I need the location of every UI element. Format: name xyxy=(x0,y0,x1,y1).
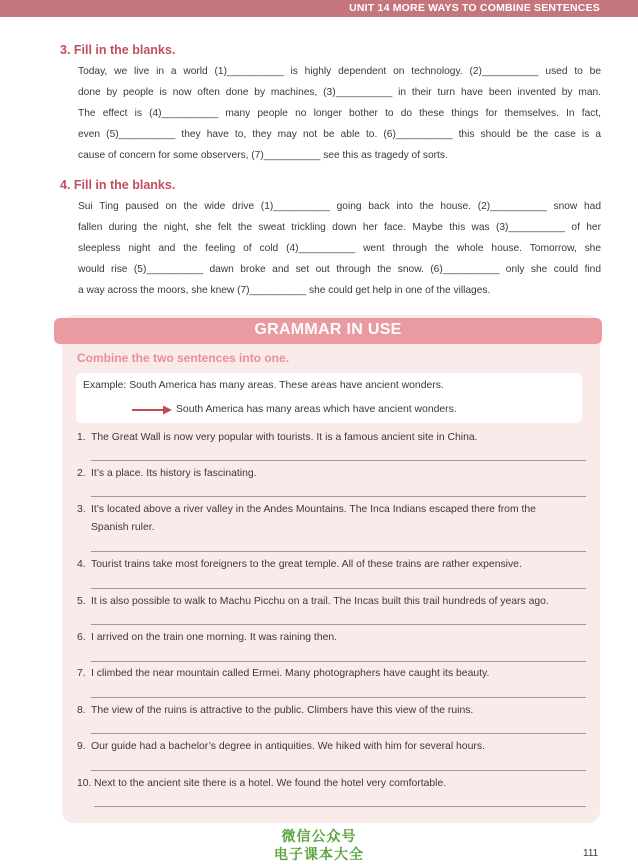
question-item xyxy=(77,665,587,683)
answer-line[interactable] xyxy=(91,496,586,497)
question-item xyxy=(77,465,587,483)
question-text: I arrived on the train one morning. It was raining then. xyxy=(91,632,338,643)
exercise-3-line: Today, we live in a world (1)__________ is highly dependent on technology. (2)__________ used to be xyxy=(78,66,601,77)
question-text: It is also possible to walk to Machu Picchu on a trail. The Incas built this trail hundreds of years ago. xyxy=(91,596,549,607)
exercise-4-line: Sui Ting paused on the wide drive (1)__________ going back into the house. (2)__________ snow had xyxy=(78,201,601,212)
question-number: 7. xyxy=(77,668,86,679)
example-prompt: Example: South America has many areas. These areas have ancient wonders. xyxy=(83,380,444,391)
question-text: Tourist trains take most foreigners to the great temple. All of these trains are rather expensive. xyxy=(91,559,522,570)
question-text: It’s a place. Its history is fascinating. xyxy=(91,468,257,479)
question-number: 10. xyxy=(77,778,92,789)
exercise-4-title: 4. Fill in the blanks. xyxy=(60,178,176,192)
question-item xyxy=(77,501,587,537)
question-text: The view of the ruins is attractive to the public. Climbers have this view of the ruins. xyxy=(91,705,474,716)
question-number: 6. xyxy=(77,632,86,643)
question-text: Next to the ancient site there is a hotel. We found the hotel very comfortable. xyxy=(94,778,447,789)
question-item xyxy=(77,775,587,793)
question-item xyxy=(77,738,587,756)
exercise-3-title: 3. Fill in the blanks. xyxy=(60,43,176,57)
question-number: 9. xyxy=(77,741,86,752)
question-item xyxy=(77,556,587,574)
question-text: It’s located above a river valley in the Andes Mountains. The Inca Indians escaped there from the xyxy=(91,504,536,515)
answer-line[interactable] xyxy=(91,770,586,771)
question-number: 3. xyxy=(77,504,86,515)
exercise-4-line: sleepless night and the feeling of cold (4)__________ went through the whole house. Tomorrow, she xyxy=(78,243,601,254)
question-item xyxy=(77,702,587,720)
question-item xyxy=(77,629,587,647)
example-answer: South America has many areas which have ancient wonders. xyxy=(176,404,457,415)
exercise-4-line: a way across the moors, she knew (7)__________ she could get help in one of the villages. xyxy=(78,285,491,296)
question-number: 8. xyxy=(77,705,86,716)
answer-line[interactable] xyxy=(91,588,586,589)
exercise-4-line: would rise (5)__________ dawn broke and set out through the snow. (6)__________ only she could find xyxy=(78,264,601,275)
exercise-3-line: done by people is now often done by machines, (3)__________ in their turn have been invented by man. xyxy=(78,87,601,98)
question-item xyxy=(77,593,587,611)
exercise-3-line: cause of concern for some observers, (7)__________ see this as tragedy of sorts. xyxy=(78,150,448,161)
question-text: Spanish ruler. xyxy=(91,522,155,533)
unit-header-bar xyxy=(0,0,638,17)
unit-title: UNIT 14 MORE WAYS TO COMBINE SENTENCES xyxy=(349,2,600,14)
question-number: 1. xyxy=(77,432,86,443)
exercise-4-paragraph xyxy=(78,196,601,301)
answer-line[interactable] xyxy=(91,551,586,552)
exercise-3-line: The effect is (4)__________ many people no longer bother to do these things for themselves. In fact, xyxy=(78,108,601,119)
answer-line[interactable] xyxy=(91,661,586,662)
answer-line[interactable] xyxy=(91,733,586,734)
watermark-line-1: 微信公众号 xyxy=(281,829,357,845)
answer-line[interactable] xyxy=(94,806,586,807)
question-number: 5. xyxy=(77,596,86,607)
page-number: 111 xyxy=(583,848,599,859)
question-text: The Great Wall is now very popular with tourists. It is a famous ancient site in China. xyxy=(91,432,478,443)
question-text: Our guide had a bachelor’s degree in antiquities. We hiked with him for several hours. xyxy=(91,741,485,752)
question-number: 4. xyxy=(77,559,86,570)
exercise-3-paragraph xyxy=(78,61,601,166)
grammar-banner-title: GRAMMAR IN USE xyxy=(254,321,402,338)
answer-line[interactable] xyxy=(91,460,586,461)
arrow-right-icon xyxy=(132,404,172,416)
answer-line[interactable] xyxy=(91,624,586,625)
grammar-instruction: Combine the two sentences into one. xyxy=(77,351,290,365)
grammar-banner xyxy=(54,318,602,344)
question-text: I climbed the near mountain called Ermei. Many photographers have caught its beauty. xyxy=(91,668,490,679)
question-item xyxy=(77,429,587,447)
answer-line[interactable] xyxy=(91,697,586,698)
exercise-4-line: fallen during the night, she felt the sweat trickling down her face. Maybe this was (3)__________ of her xyxy=(78,222,601,233)
watermark-line-2: 电子课本大全 xyxy=(274,847,364,863)
question-number: 2. xyxy=(77,468,86,479)
exercise-3-line: even (5)__________ they have to, they may not be able to. (6)__________ this should be the case is a xyxy=(78,129,601,140)
